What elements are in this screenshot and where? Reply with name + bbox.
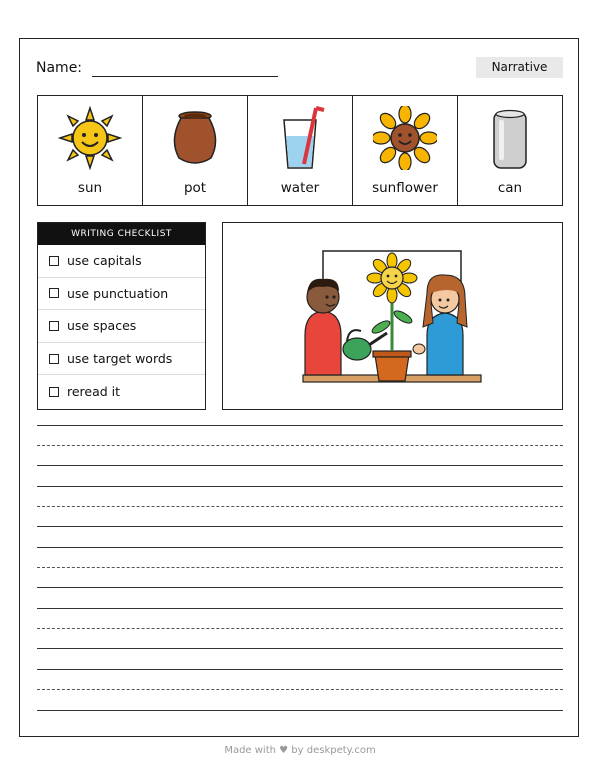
writing-line <box>37 608 563 609</box>
checkbox[interactable] <box>49 288 59 298</box>
pot-icon <box>163 106 227 170</box>
checklist-title: WRITING CHECKLIST <box>38 223 205 245</box>
word-label-water: water <box>280 180 320 196</box>
writing-line <box>37 526 563 527</box>
word-card-sunflower <box>353 96 458 205</box>
soda-can-icon <box>478 106 542 172</box>
writing-line <box>37 547 563 548</box>
word-label-can: can <box>497 180 523 196</box>
writing-line <box>37 587 563 588</box>
writing-midline <box>37 689 563 690</box>
writing-line <box>37 465 563 466</box>
genre-badge: Narrative <box>476 57 563 78</box>
word-label-pot: pot <box>183 180 207 196</box>
checklist-item[interactable] <box>38 343 205 376</box>
word-label-sun: sun <box>77 180 103 196</box>
writing-line <box>37 710 563 711</box>
picture-prompt <box>222 222 563 410</box>
writing-midline <box>37 567 563 568</box>
writing-line <box>37 669 563 670</box>
checklist-item[interactable] <box>38 278 205 311</box>
checklist-item-label: reread it <box>67 384 121 400</box>
checklist-item[interactable] <box>38 245 205 278</box>
word-label-sunflower: sunflower <box>372 180 438 196</box>
checklist-item-label: use spaces <box>67 318 137 334</box>
checkbox[interactable] <box>49 354 59 364</box>
checkbox[interactable] <box>49 256 59 266</box>
word-bank <box>37 95 563 206</box>
name-field[interactable] <box>92 76 278 77</box>
name-label: Name: <box>36 60 83 76</box>
writing-line <box>37 486 563 487</box>
kids-watering-sunflower-illustration <box>223 223 561 408</box>
sun-icon <box>58 106 122 170</box>
word-card-sun <box>38 96 143 205</box>
checkbox[interactable] <box>49 387 59 397</box>
writing-checklist <box>37 222 206 410</box>
checklist-item[interactable] <box>38 310 205 343</box>
writing-midline <box>37 628 563 629</box>
water-glass-icon <box>268 106 332 172</box>
checklist-item-label: use capitals <box>67 253 142 269</box>
checklist-item[interactable] <box>38 375 205 408</box>
checkbox[interactable] <box>49 321 59 331</box>
word-card-pot <box>143 96 248 205</box>
checklist-item-label: use target words <box>67 351 173 367</box>
checklist-item-label: use punctuation <box>67 285 169 301</box>
sunflower-icon <box>373 106 437 170</box>
writing-line <box>37 425 563 426</box>
word-card-water <box>248 96 353 205</box>
word-card-can <box>458 96 562 205</box>
writing-line <box>37 648 563 649</box>
writing-midline <box>37 506 563 507</box>
writing-midline <box>37 445 563 446</box>
footer-credit: Made with ♥ by deskpety.com <box>224 745 376 756</box>
